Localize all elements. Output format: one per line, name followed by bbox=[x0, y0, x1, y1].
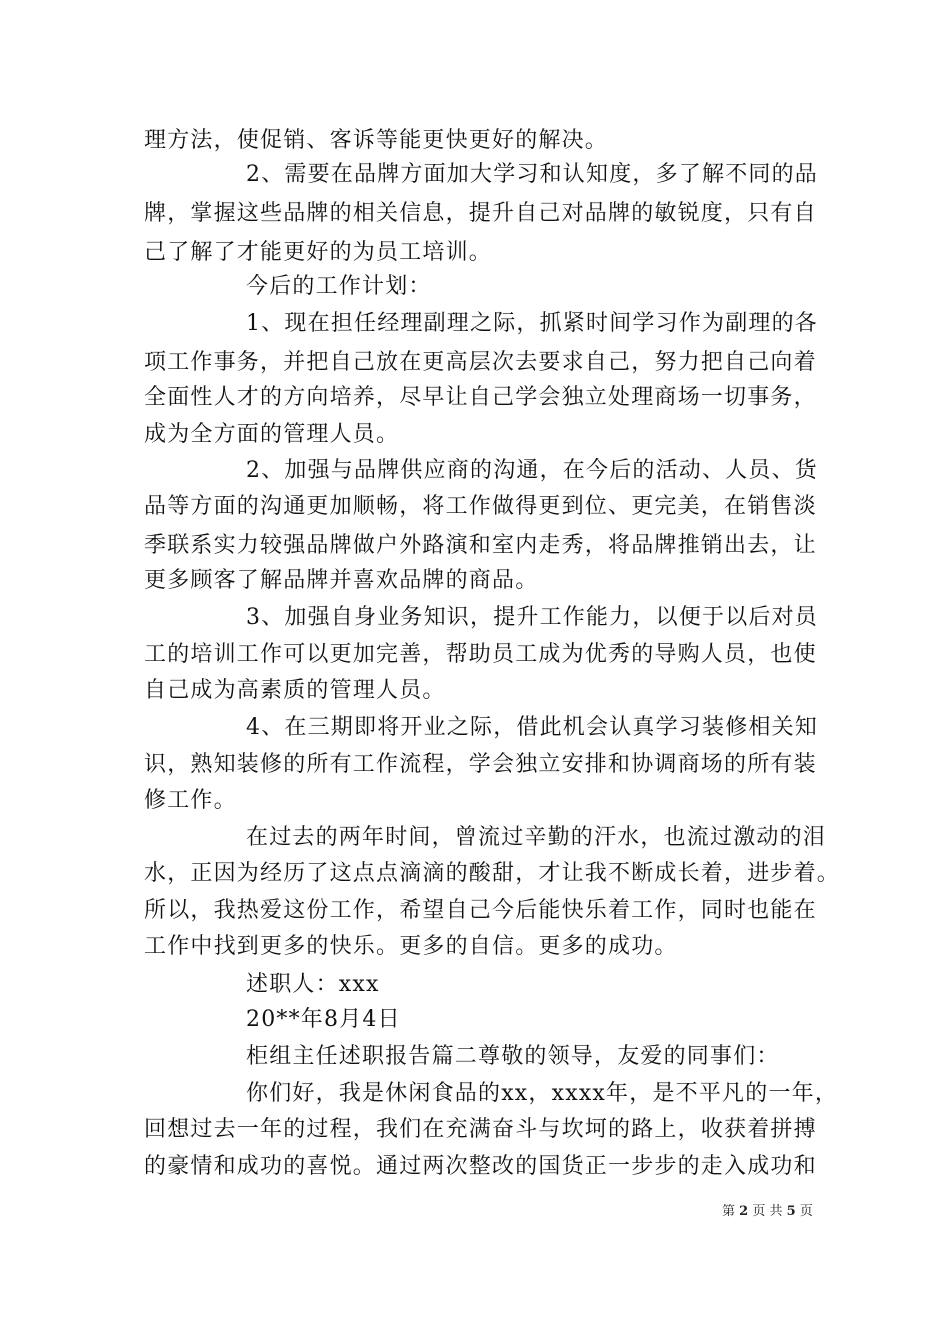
page-footer bbox=[722, 1203, 813, 1221]
text-line: 牌，掌握这些品牌的相关信息，提升自己对品牌的敏锐度，只有自 bbox=[144, 201, 817, 226]
current-page-number: 2 bbox=[739, 1204, 749, 1219]
date-line: 20**年8月4日 bbox=[246, 1007, 401, 1032]
text-line: 的豪情和成功的喜悦。通过两次整改的国货正一步步的走入成功和 bbox=[144, 1154, 817, 1179]
footer-middle: 页 共 bbox=[752, 1204, 783, 1219]
text-line: 修工作。 bbox=[144, 788, 237, 813]
text-line: 2、需要在品牌方面加大学习和认知度，多了解不同的品 bbox=[246, 162, 818, 187]
text-line: 项工作事务，并把自己放在更高层次去要求自己，努力把自己向着 bbox=[144, 350, 817, 375]
text-line: 1、现在担任经理副理之际，抓紧时间学习作为副理的各 bbox=[246, 311, 818, 336]
signature-line: 述职人：xxx bbox=[246, 972, 380, 997]
text-line: 在过去的两年时间，曾流过辛勤的汗水，也流过激动的泪 bbox=[246, 825, 827, 850]
text-line: 今后的工作计划： bbox=[246, 274, 432, 299]
section-heading-line: 柜组主任述职报告篇二尊敬的领导，友爱的同事们： bbox=[246, 1044, 780, 1069]
text-line: 水，正因为经历了这点点滴滴的酸甜，才让我不断成长着，进步着。 bbox=[144, 861, 841, 886]
text-line: 3、加强自身业务知识，提升工作能力，以便于以后对员 bbox=[246, 605, 818, 630]
text-line: 回想过去一年的过程，我们在充满奋斗与坎坷的路上，收获着拼搏 bbox=[144, 1117, 817, 1142]
text-line: 2、加强与品牌供应商的沟通，在今后的活动、人员、货 bbox=[246, 458, 818, 483]
text-line: 你们好，我是休闲食品的xx，xxxx年，是不平凡的一年， bbox=[246, 1081, 839, 1106]
footer-suffix: 页 bbox=[799, 1204, 813, 1219]
text-line: 4、在三期即将开业之际，借此机会认真学习装修相关知 bbox=[246, 715, 818, 740]
text-line: 工作中找到更多的快乐。更多的自信。更多的成功。 bbox=[144, 934, 678, 959]
text-line: 识，熟知装修的所有工作流程，学会独立安排和协调商场的所有装 bbox=[144, 752, 817, 777]
text-line: 自己成为高素质的管理人员。 bbox=[144, 678, 446, 703]
total-pages-number: 5 bbox=[786, 1204, 796, 1219]
footer-prefix: 第 bbox=[722, 1204, 736, 1219]
text-line: 全面性人才的方向培养，尽早让自己学会独立处理商场一切事务， bbox=[144, 385, 817, 410]
text-line: 己了解了才能更好的为员工培训。 bbox=[144, 240, 493, 265]
text-line: 理方法，使促销、客诉等能更快更好的解决。 bbox=[144, 128, 609, 153]
text-line: 所以，我热爱这份工作，希望自己今后能快乐着工作，同时也能在 bbox=[144, 898, 817, 923]
text-line: 更多顾客了解品牌并喜欢品牌的商品。 bbox=[144, 568, 539, 593]
text-line: 成为全方面的管理人员。 bbox=[144, 422, 400, 447]
text-line: 季联系实力较强品牌做户外路演和室内走秀，将品牌推销出去，让 bbox=[144, 533, 817, 558]
text-line: 工的培训工作可以更加完善，帮助员工成为优秀的导购人员，也使 bbox=[144, 642, 817, 667]
text-line: 品等方面的沟通更加顺畅，将工作做得更到位、更完美，在销售淡 bbox=[144, 494, 817, 519]
